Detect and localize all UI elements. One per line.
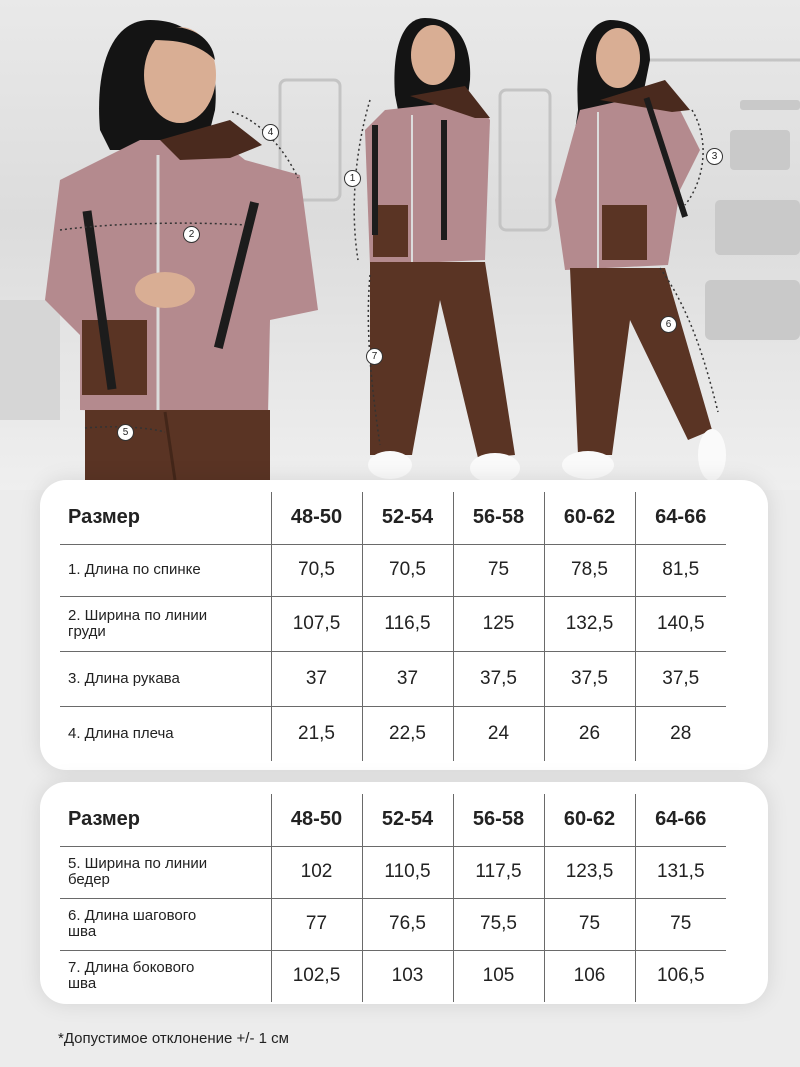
pants-size-table <box>60 794 726 1002</box>
size-column-header: 52-54 <box>362 492 453 544</box>
table-row <box>60 846 726 898</box>
table-cell: 37 <box>362 651 453 706</box>
table-cell: 24 <box>453 706 544 761</box>
table-header-row <box>60 794 726 846</box>
table-cell: 125 <box>453 596 544 651</box>
table-cell: 110,5 <box>362 846 453 898</box>
table-cell: 140,5 <box>635 596 726 651</box>
table-cell: 116,5 <box>362 596 453 651</box>
row-label: 4. Длина плеча <box>60 706 271 761</box>
measurement-marker-1: 1 <box>344 170 361 187</box>
table-cell: 75 <box>544 898 635 950</box>
table-cell: 26 <box>544 706 635 761</box>
table-cell: 21,5 <box>271 706 362 761</box>
measurement-marker-7: 7 <box>366 348 383 365</box>
table-cell: 37,5 <box>635 651 726 706</box>
product-photo <box>0 0 800 490</box>
row-label: 2. Ширина по линии груди <box>60 596 271 651</box>
table-cell: 106 <box>544 950 635 1002</box>
table-cell: 78,5 <box>544 544 635 596</box>
table-cell: 102,5 <box>271 950 362 1002</box>
row-label: 6. Длина шагового шва <box>60 898 271 950</box>
table-row <box>60 898 726 950</box>
table-cell: 75,5 <box>453 898 544 950</box>
row-label: 1. Длина по спинке <box>60 544 271 596</box>
size-column-header: 64-66 <box>635 492 726 544</box>
jacket-size-table <box>60 492 726 761</box>
measurement-marker-2: 2 <box>183 226 200 243</box>
table-cell: 132,5 <box>544 596 635 651</box>
table-cell: 37,5 <box>453 651 544 706</box>
table-cell: 37 <box>271 651 362 706</box>
table-header-row <box>60 492 726 544</box>
table-cell: 131,5 <box>635 846 726 898</box>
size-column-header: 48-50 <box>271 794 362 846</box>
pants-size-table-card <box>40 782 768 1004</box>
table-cell: 77 <box>271 898 362 950</box>
table-row <box>60 544 726 596</box>
table-cell: 106,5 <box>635 950 726 1002</box>
size-header-label: Размер <box>68 808 141 831</box>
table-cell: 123,5 <box>544 846 635 898</box>
table-row <box>60 706 726 761</box>
table-cell: 75 <box>453 544 544 596</box>
table-row <box>60 596 726 651</box>
size-column-header: 56-58 <box>453 492 544 544</box>
table-cell: 76,5 <box>362 898 453 950</box>
table-cell: 117,5 <box>453 846 544 898</box>
row-label: 7. Длина бокового шва <box>60 950 271 1002</box>
table-row <box>60 651 726 706</box>
table-cell: 81,5 <box>635 544 726 596</box>
measurement-marker-6: 6 <box>660 316 677 333</box>
models-illustration <box>0 0 800 490</box>
size-column-header: 48-50 <box>271 492 362 544</box>
size-column-header: 56-58 <box>453 794 544 846</box>
size-column-header: 64-66 <box>635 794 726 846</box>
measurement-marker-3: 3 <box>706 148 723 165</box>
row-label: 5. Ширина по линии бедер <box>60 846 271 898</box>
size-column-header: 60-62 <box>544 492 635 544</box>
table-cell: 28 <box>635 706 726 761</box>
size-header-label: Размер <box>68 506 141 529</box>
model-front-full <box>365 18 520 483</box>
row-label: 3. Длина рукава <box>60 651 271 706</box>
table-cell: 107,5 <box>271 596 362 651</box>
table-cell: 75 <box>635 898 726 950</box>
model-side-full <box>555 20 726 481</box>
table-cell: 37,5 <box>544 651 635 706</box>
model-front-closeup <box>45 20 318 480</box>
table-cell: 102 <box>271 846 362 898</box>
measurement-marker-5: 5 <box>117 424 134 441</box>
tolerance-note: *Допустимое отклонение +/- 1 см <box>58 1030 289 1047</box>
measurement-marker-4: 4 <box>262 124 279 141</box>
table-cell: 22,5 <box>362 706 453 761</box>
table-cell: 103 <box>362 950 453 1002</box>
size-column-header: 60-62 <box>544 794 635 846</box>
size-column-header: 52-54 <box>362 794 453 846</box>
table-cell: 105 <box>453 950 544 1002</box>
table-cell: 70,5 <box>271 544 362 596</box>
table-row <box>60 950 726 1002</box>
jacket-size-table-card <box>40 480 768 770</box>
table-cell: 70,5 <box>362 544 453 596</box>
